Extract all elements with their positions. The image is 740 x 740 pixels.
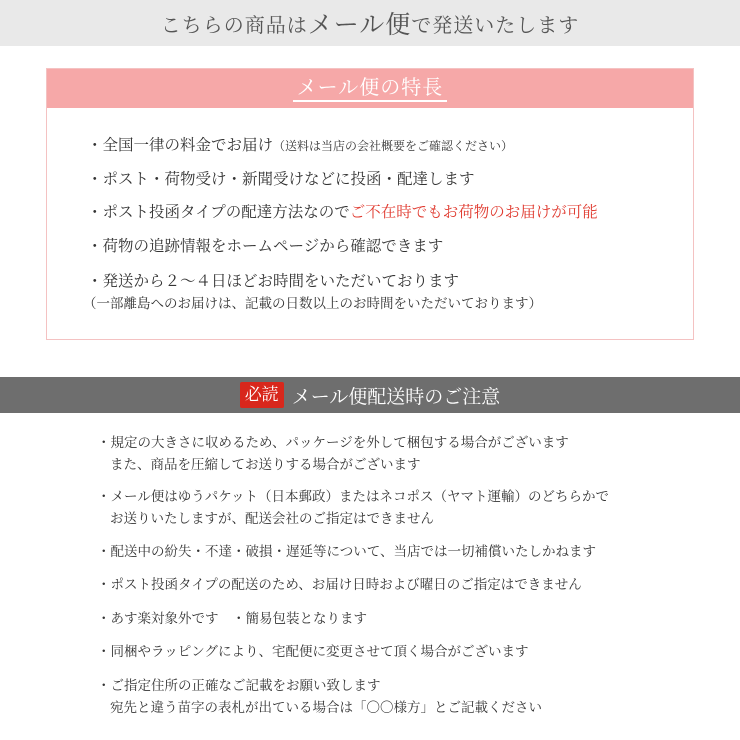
banner-emph: メール便 <box>307 10 412 39</box>
feature-item <box>87 236 443 256</box>
notice-line-2: 宛先と違う苗字の表札が出ている場合は「〇〇様方」とご記載ください <box>110 700 542 716</box>
notice-item <box>97 675 542 719</box>
notice-title: メール便配送時のご注意 <box>291 385 501 408</box>
mail-features-title: メール便の特長 <box>293 75 448 102</box>
notice-line-2: お送りいたしますが、配送会社のご指定はできません <box>110 511 434 527</box>
mail-features-header <box>47 69 693 108</box>
notice-line: ・配送中の紛失・不達・破損・遅延等について、当店では一切補償いたしかねます <box>97 544 596 560</box>
feature-text: ・ポスト投函タイプの配達方法なので <box>87 203 350 221</box>
notice-line: ・同梱やラッピングにより、宅配便に変更させて頂く場合がございます <box>97 644 529 660</box>
mail-features-box <box>46 68 694 340</box>
notice-item <box>97 641 528 663</box>
must-read-badge: 必読 <box>240 382 284 408</box>
notice-item <box>97 574 582 596</box>
notice-line: ・メール便はゆうパケット（日本郵政）またはネコポス（ヤマト運輸）のどちらかで <box>97 489 610 505</box>
notice-item <box>97 541 596 563</box>
notice-item <box>97 486 609 530</box>
feature-item <box>83 271 542 314</box>
notice-line-2: また、商品を圧縮してお送りする場合がございます <box>110 457 421 473</box>
feature-item <box>87 202 598 222</box>
notice-item <box>97 608 367 630</box>
notice-line: ・規定の大きさに収めるため、パッケージを外して梱包する場合がございます <box>97 435 569 451</box>
feature-highlight: ご不在時でもお荷物のお届けが可能 <box>349 203 598 221</box>
banner-post: で発送いたします <box>411 12 580 37</box>
feature-item <box>87 135 513 156</box>
feature-item <box>87 169 475 189</box>
notice-line: ・あす楽対象外です ・簡易包装となります <box>97 611 367 627</box>
feature-text: ・発送から２～４日ほどお時間をいただいております <box>87 272 460 290</box>
feature-text: ・ポスト・荷物受け・新聞受けなどに投函・配達します <box>87 170 475 188</box>
feature-note: （送料は当店の会社概要をご確認ください） <box>273 139 514 153</box>
notice-header-bar <box>0 377 740 413</box>
notice-item <box>97 432 569 476</box>
notice-line: ・ポスト投函タイプの配送のため、お届け日時および曜日のご指定はできません <box>97 577 582 593</box>
shipping-method-banner <box>0 0 740 46</box>
feature-text: ・荷物の追跡情報をホームページから確認できます <box>87 237 444 255</box>
notice-line: ・ご指定住所の正確なご記載をお願い致します <box>97 678 381 694</box>
feature-sub-note: （一部離島へのお届けは、記載の日数以上のお時間をいただいております） <box>83 296 542 312</box>
feature-text: ・全国一律の料金でお届け <box>87 136 274 154</box>
banner-pre: こちらの商品は <box>160 12 308 37</box>
